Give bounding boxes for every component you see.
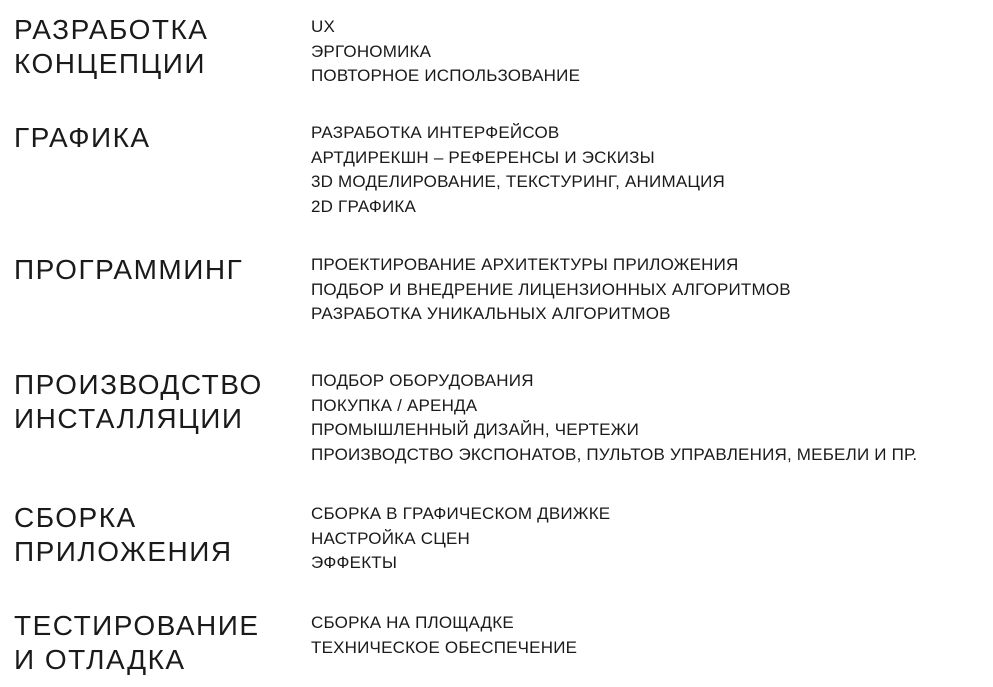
section-heading-line: ПРОИЗВОДСТВО xyxy=(14,369,263,400)
section-heading xyxy=(14,253,243,287)
list-item: ЭРГОНОМИКА xyxy=(311,41,432,61)
section-heading xyxy=(14,121,151,155)
list-item: ПОДБОР ОБОРУДОВАНИЯ xyxy=(311,371,534,390)
section-heading-line: ПРОГРАММИНГ xyxy=(14,254,244,285)
section-heading-line: ПРИЛОЖЕНИЯ xyxy=(14,536,233,567)
section-heading xyxy=(14,368,263,436)
list-item: СБОРКА НА ПЛОЩАДКЕ xyxy=(311,613,514,632)
section-heading-line: РАЗРАБОТКА xyxy=(14,14,209,45)
list-item: 3D МОДЕЛИРОВАНИЕ, ТЕКСТУРИНГ, АНИМАЦИЯ xyxy=(311,172,726,191)
list-item: СБОРКА В ГРАФИЧЕСКОМ ДВИЖКЕ xyxy=(311,504,611,523)
list-item: UX xyxy=(311,17,336,36)
section-items xyxy=(311,121,725,219)
section-items xyxy=(311,502,610,576)
list-item: ПОВТОРНОЕ ИСПОЛЬЗОВАНИЕ xyxy=(311,66,581,85)
list-item: ПРОИЗВОДСТВО ЭКСПОНАТОВ, ПУЛЬТОВ УПРАВЛЕНИЯ, МЕБЕЛИ И ПР. xyxy=(311,444,918,464)
section-heading xyxy=(14,13,208,81)
list-item: РАЗРАБОТКА ИНТЕРФЕЙСОВ xyxy=(311,123,560,142)
list-item: РАЗРАБОТКА УНИКАЛЬНЫХ АЛГОРИТМОВ xyxy=(311,304,671,323)
section-items xyxy=(311,15,580,89)
list-item: ТЕХНИЧЕСКОЕ ОБЕСПЕЧЕНИЕ xyxy=(311,637,578,657)
list-item: ПРОЕКТИРОВАНИЕ АРХИТЕКТУРЫ ПРИЛОЖЕНИЯ xyxy=(311,255,739,274)
section-heading-line: КОНЦЕПЦИИ xyxy=(14,48,206,79)
section-items xyxy=(311,611,577,660)
list-item: ПОДБОР И ВНЕДРЕНИЕ ЛИЦЕНЗИОННЫХ АЛГОРИТМОВ xyxy=(311,279,791,299)
section-heading-line: ИНСТАЛЛЯЦИИ xyxy=(14,403,244,434)
section-heading-line: ГРАФИКА xyxy=(14,122,151,153)
section-heading xyxy=(14,501,233,569)
section-heading-line: И ОТЛАДКА xyxy=(14,644,186,675)
list-item: 2D ГРАФИКА xyxy=(311,196,417,216)
section-items xyxy=(311,253,791,327)
list-item: АРТДИРЕКШН – РЕФЕРЕНСЫ И ЭСКИЗЫ xyxy=(311,147,655,167)
section-heading-line: ТЕСТИРОВАНИЕ xyxy=(14,610,260,641)
list-item: ПРОМЫШЛЕННЫЙ ДИЗАЙН, ЧЕРТЕЖИ xyxy=(311,420,640,439)
list-item: ЭФФЕКТЫ xyxy=(311,553,398,572)
section-items xyxy=(311,369,917,467)
section-heading xyxy=(14,609,260,677)
section-heading-line: СБОРКА xyxy=(14,502,137,533)
list-item: НАСТРОЙКА СЦЕН xyxy=(311,528,470,548)
list-item: ПОКУПКА / АРЕНДА xyxy=(311,395,478,415)
